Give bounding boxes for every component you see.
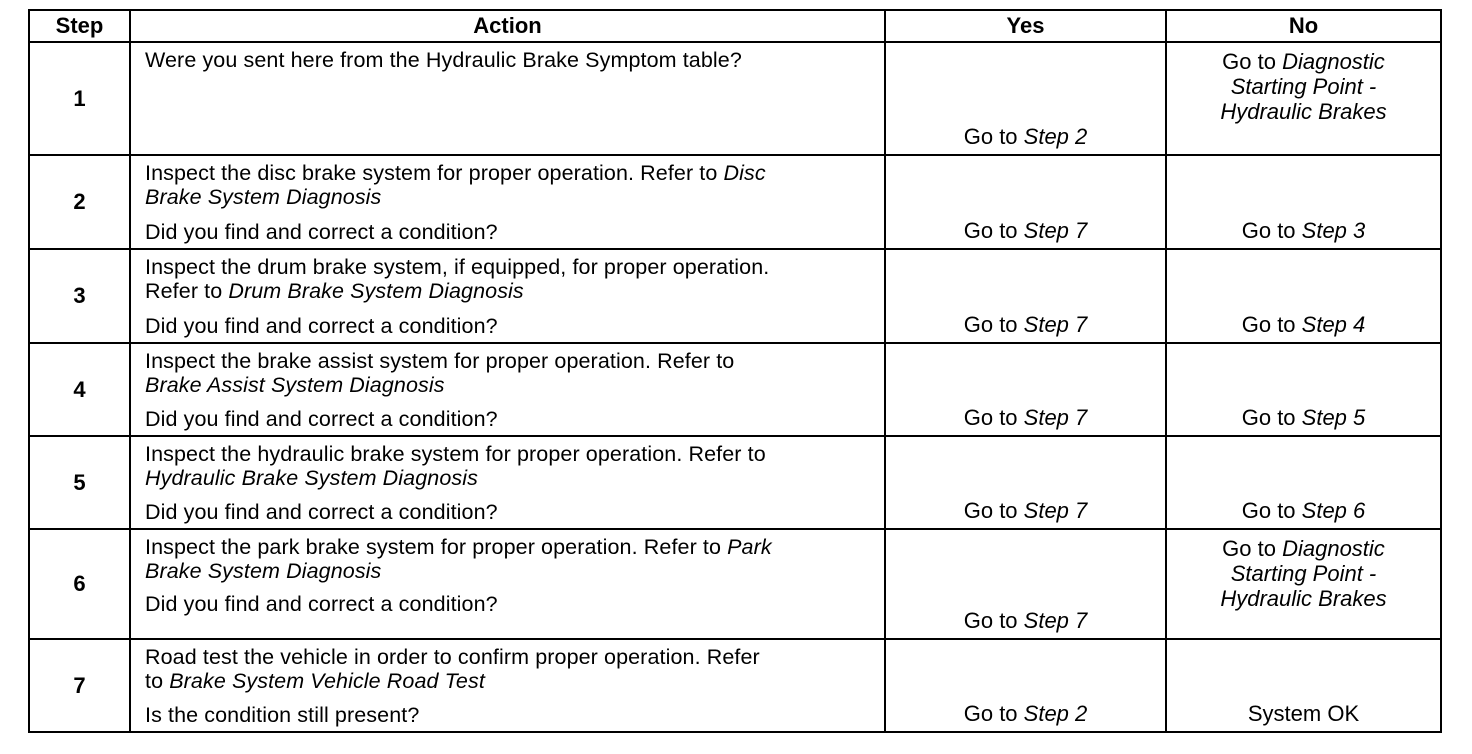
yes-cell: Go to Step 7: [885, 529, 1166, 639]
yes-cell: Go to Step 2: [885, 639, 1166, 732]
action-cell: Inspect the brake assist system for proper operation. Refer to Brake Assist System Diagnosis Did you find and correct a condition?: [130, 343, 885, 436]
step-link: Step 7: [1023, 498, 1088, 523]
question-text: Did you find and correct a condition?: [145, 500, 498, 524]
question-text: Did you find and correct a condition?: [145, 220, 498, 244]
step-link: Step 5: [1301, 405, 1366, 430]
step-number: 7: [29, 639, 130, 732]
step-link: Step 7: [1023, 608, 1088, 633]
yes-cell: Go to Step 7: [885, 249, 1166, 343]
table-row: [29, 639, 1441, 732]
action-cell: Inspect the drum brake system, if equipped, for proper operation. Refer to Drum Brake System Diagnosis Did you find and correct a condition?: [130, 249, 885, 343]
step-link: Step 7: [1023, 405, 1088, 430]
table-row: [29, 42, 1441, 155]
step-link: Step 2: [1023, 701, 1088, 726]
no-cell: Go to Step 4: [1166, 249, 1441, 343]
diagnostic-table: [28, 9, 1442, 733]
step-link: Step 7: [1023, 218, 1088, 243]
step-number: 3: [29, 249, 130, 343]
header-row: [29, 10, 1441, 42]
action-cell: Inspect the hydraulic brake system for proper operation. Refer to Hydraulic Brake System Diagnosis Did you find and correct a condition?: [130, 436, 885, 529]
question-text: Did you find and correct a condition?: [145, 407, 498, 431]
question-text: Did you find and correct a condition?: [145, 592, 498, 616]
table-row: [29, 529, 1441, 639]
yes-cell: Go to Step 7: [885, 436, 1166, 529]
step-number: 6: [29, 529, 130, 639]
yes-cell: Go to Step 7: [885, 155, 1166, 249]
action-cell: [130, 42, 885, 155]
yes-cell: Go to Step 7: [885, 343, 1166, 436]
action-cell: Inspect the park brake system for proper operation. Refer to Park Brake System Diagnosis Did you find and correct a condition?: [130, 529, 885, 639]
table-row: [29, 436, 1441, 529]
step-link: Step 3: [1301, 218, 1366, 243]
question-text: Did you find and correct a condition?: [145, 314, 498, 338]
no-cell: Go to Diagnostic Starting Point - Hydraulic Brakes: [1166, 42, 1441, 155]
no-cell: Go to Step 3: [1166, 155, 1441, 249]
step-number: 2: [29, 155, 130, 249]
step-number: 1: [29, 42, 130, 155]
step-link: Step 7: [1023, 312, 1088, 337]
step-link: Step 4: [1301, 312, 1366, 337]
step-number: 4: [29, 343, 130, 436]
no-cell: Go to Step 6: [1166, 436, 1441, 529]
action-cell: Road test the vehicle in order to confirm proper operation. Refer to Brake System Vehicle Road Test Is the condition still present?: [130, 639, 885, 732]
step-link: Step 6: [1301, 498, 1366, 523]
step-link: Step 2: [1023, 124, 1088, 149]
no-cell: Go to Diagnostic Starting Point - Hydraulic Brakes: [1166, 529, 1441, 639]
no-cell: Go to Step 5: [1166, 343, 1441, 436]
no-cell: System OK: [1166, 639, 1441, 732]
table-row: [29, 155, 1441, 249]
header-yes: Yes: [885, 10, 1166, 42]
header-step: Step: [29, 10, 130, 42]
table-row: [29, 343, 1441, 436]
header-no: No: [1166, 10, 1441, 42]
action-text: Were you sent here from the Hydraulic Brake Symptom table?: [145, 48, 742, 72]
step-number: 5: [29, 436, 130, 529]
table-row: [29, 249, 1441, 343]
question-text: Is the condition still present?: [145, 703, 420, 727]
yes-cell: Go to Step 2: [885, 42, 1166, 155]
header-action: Action: [130, 10, 885, 42]
action-cell: Inspect the disc brake system for proper operation. Refer to Disc Brake System Diagnosis Did you find and correct a condition?: [130, 155, 885, 249]
